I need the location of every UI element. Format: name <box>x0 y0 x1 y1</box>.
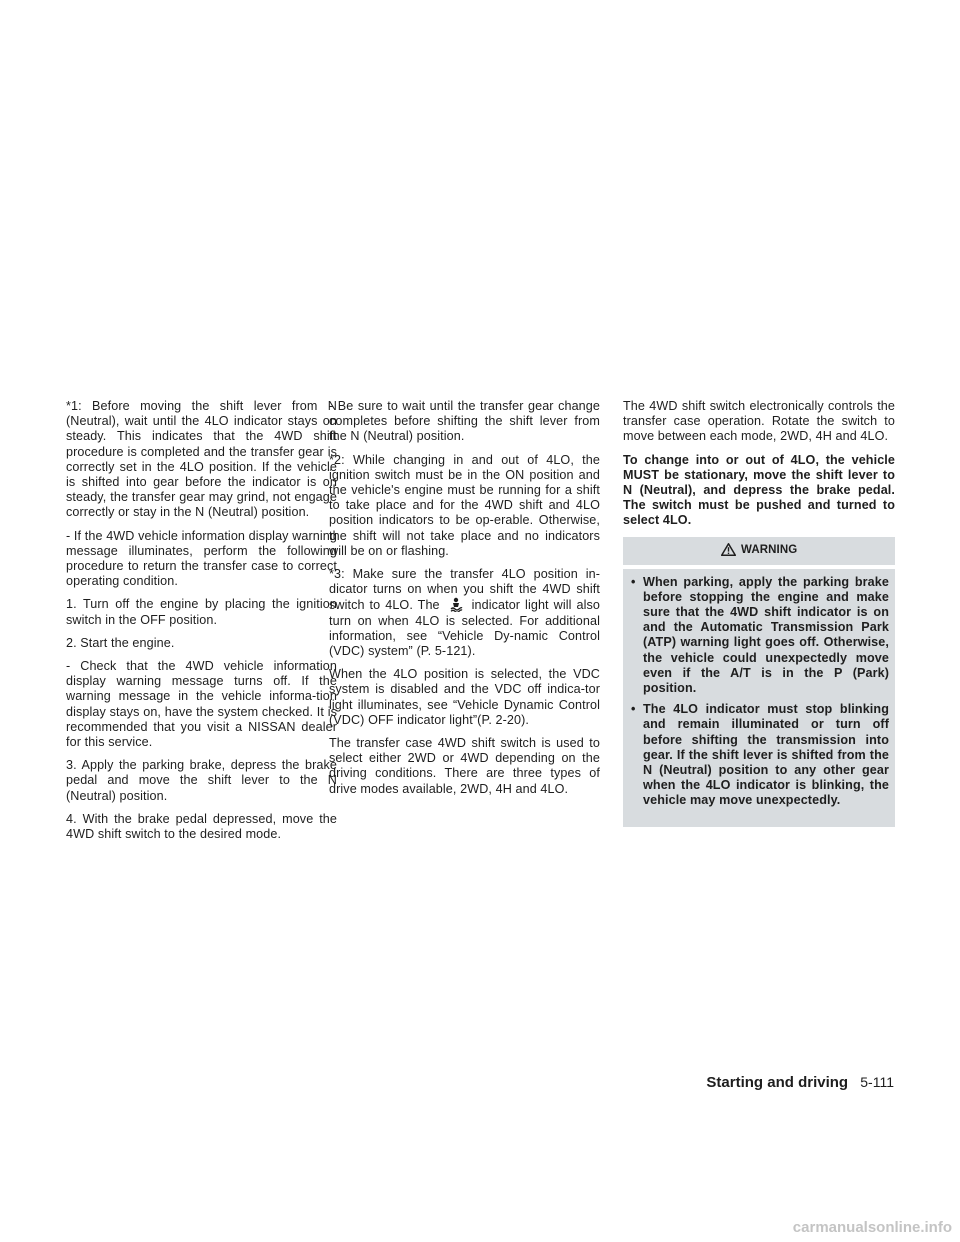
warning-item-4lo-blinking <box>631 702 889 808</box>
warning-list <box>623 569 895 809</box>
note-3-text-before: *3: Make sure the transfer 4LO position in-dicator turns on when you shift the 4WD shift switch to 4LO. The <box>329 567 600 613</box>
paragraph-note-2: *2: While changing in and out of 4LO, the ignition switch must be in the ON position and the vehicle's engine must be running for a shift to take place and for the 4WD shift and 4LO position indicators to be op-erable. Otherwise, the shift will not take place and no indicators will be on or flashing. <box>329 452 600 558</box>
paragraph-vdc-disabled: When the 4LO position is selected, the VDC system is disabled and the VDC off indica-tor light illuminates, see “Vehicle Dynamic Control (VDC) OFF indicator light”(P. 2-20). <box>329 667 600 727</box>
note-3-text-after: indicator light will also turn on when 4LO is selected. For additional information, see “Vehicle Dy-namic Control (VDC) system” (P. 5-121). <box>329 598 600 659</box>
paragraph-shift-switch: The 4WD shift switch electronically controls the transfer case operation. Rotate the switch to move between each mode, 2WD, 4H and 4LO. <box>623 399 895 444</box>
bullet: • <box>631 702 636 717</box>
paragraph-drive-modes: The transfer case 4WD shift switch is used to select either 2WD or 4WD depending on the driving conditions. There are three types of drive modes available, 2WD, 4H and 4LO. <box>329 736 600 796</box>
warning-header <box>623 537 895 563</box>
paragraph-step-1: 1. Turn off the engine by placing the ignition switch in the OFF position. <box>66 597 337 627</box>
paragraph-step-4: 4. With the brake pedal depressed, move the 4WD shift switch to the desired mode. <box>66 811 337 842</box>
warning-item-text: When parking, apply the parking brake before stopping the engine and make sure that the 4WD shift indicator is on and the Automatic Transmission Park (ATP) warning light goes off. Otherwise, the vehicle could unexpectedly move even if the A/T is in the P (Park) position. <box>643 574 889 696</box>
paragraph-note-3 <box>329 567 600 659</box>
bullet: • <box>631 574 636 589</box>
right-column <box>623 399 895 827</box>
section-title: Starting and driving <box>706 1074 849 1091</box>
paragraph-warning-message-procedure: - If the 4WD vehicle information display warning message illuminates, perform the following procedure to return the transfer case to correct operating condition. <box>66 528 337 589</box>
left-column <box>66 399 337 850</box>
warning-item-text: The 4LO indicator must stop blinking and remain illuminated or turn off before shifting the transmission into gear. If the shift lever is shifted from the N (Neutral) position to any other gear when the 4LO indicator is blinking, the vehicle may move unexpectedly. <box>643 702 889 808</box>
warning-box <box>623 537 895 827</box>
paragraph-step-3: 3. Apply the parking brake, depress the brake pedal and move the shift lever to the N (Neutral) position. <box>66 758 337 803</box>
paragraph-note-1: *1: Before moving the shift lever from N (Neutral), wait until the 4LO indicator stays on steady. This indicates that the 4WD shift procedure is completed and the transfer gear is correctly set in the 4LO position. If the vehicle is shifted into gear before the indicator is on steady, the transfer gear may grind, not engage correctly or stay in the N (Neutral) position. <box>66 399 337 520</box>
paragraph-wait-transfer: - Be sure to wait until the transfer gear change completes before shifting the shift lever from the N (Neutral) position. <box>329 399 600 444</box>
middle-column <box>329 399 600 805</box>
warning-triangle-icon <box>721 543 736 556</box>
page-number: 5-111 <box>860 1074 894 1090</box>
watermark: carmanualsonline.info <box>792 1219 952 1236</box>
paragraph-change-4lo: To change into or out of 4LO, the vehicle MUST be stationary, move the shift lever to N (Neutral), and depress the brake pedal. The switch must be pushed and turned to select 4LO. <box>623 452 895 528</box>
warning-title: WARNING <box>741 543 798 556</box>
page-footer <box>706 1074 894 1091</box>
paragraph-step-2: 2. Start the engine. <box>66 635 175 650</box>
vdc-off-indicator-icon <box>448 597 464 612</box>
paragraph-check-message: - Check that the 4WD vehicle information display warning message turns off. If the warning message in the vehicle informa-tion display stays on, have the system checked. It is recommended that you visit a NISSAN dealer for this service. <box>66 659 337 750</box>
warning-item-parking <box>631 575 889 697</box>
